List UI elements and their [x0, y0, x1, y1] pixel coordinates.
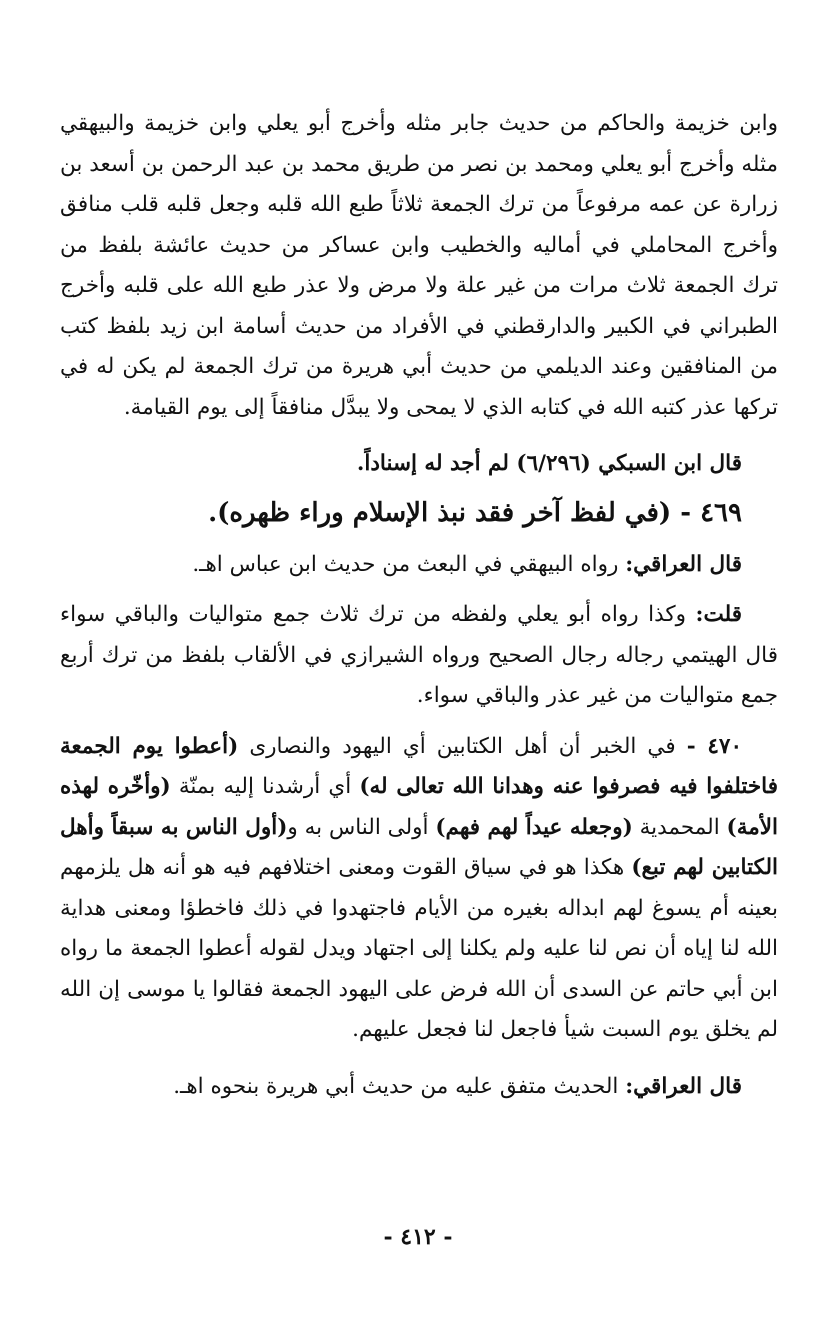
hadith-469-heading	[60, 491, 778, 535]
paragraph-iraqi-470	[60, 1067, 778, 1108]
paragraph-qultu	[60, 595, 778, 717]
hadith-470-part-a: في الخبر أن أهل الكتابين أي اليهود والنصارى	[249, 733, 676, 759]
hadith-470-part-g: أولى الناس به و	[287, 814, 429, 840]
paragraph-hadith-commentary	[60, 104, 778, 428]
hadith-470-part-e: المحمدية	[639, 814, 720, 840]
hadith-470-part-f: (وجعله عيداً لهم فهم)	[435, 814, 633, 840]
hadith-470-part-h: (أول الناس به سبقاً وأهل الكتابين لهم تبع)	[60, 814, 778, 880]
iraqi-label: قال العراقي:	[625, 551, 742, 577]
iraqi-text: الحديث متفق عليه من حديث أبي هريرة بنحوه اهـ.	[173, 1073, 619, 1099]
hadith-470-paragraph	[60, 727, 778, 1051]
ibn-subki-text: قال ابن السبكي (٦/٢٩٦) لم أجد له إسناداً.	[356, 451, 742, 476]
qultu-text: وكذا رواه أبو يعلي ولفظه من ترك ثلاث جمع متواليات والباقي سواء قال الهيتمي رجاله رجال الصحيح ورواه الشيرازي في الألقاب بلفظ من ترك أربع جمع متواليات من غير عذر والباقي سواء.	[60, 602, 778, 708]
paragraph-ibn-subki	[60, 444, 778, 485]
hadith-469-text: (في لفظ آخر فقد نبذ الإسلام وراء ظهره).	[208, 497, 672, 528]
paragraph-text: وابن خزيمة والحاكم من حديث جابر مثله وأخرج أبو يعلي وابن خزيمة والبيهقي مثله وأخرج أبو يعلي ومحمد بن نصر من طريق محمد بن عبد الرحمن بن أسعد بن زرارة عن عمه مرفوعاً من ترك الجمعة ثلاثاً طبع الله قلبه وجعل قلبه قلب منافق وأخرج المحاملي في أماليه والخطيب وابن عساكر من حديث عائشة بلفظ من ترك الجمعة ثلاث مرات من غير علة ولا مرض ولا عذر طبع الله على قلبه وأخرج الطبراني في الكبير والدارقطني في الأفراد من حديث أسامة ابن زيد بلفظ كتب من المنافقين وعند الديلمي من حديث أبي هريرة من ترك الجمعة لم يكن له في تركها عذر كتبه الله في كتابه الذي لا يمحى ولا يبدَّل منافقاً إلى يوم القيامة.	[60, 111, 778, 420]
qultu-label: قلت:	[695, 602, 742, 627]
paragraph-iraqi-469	[60, 545, 778, 586]
iraqi-text: رواه البيهقي في البعث من حديث ابن عباس اهـ.	[192, 551, 619, 577]
hadith-470-part-i: هكذا هو في سياق القوت ومعنى اختلافهم فيه هو أنه هل يلزمهم بعينه أم يسوغ لهم ابداله بغيره من الأيام فاجتهدوا في ذلك فاخطؤا ومعنى هداية الله لنا إياه أن نص لنا عليه ولم يكلنا إلى اجتهاد ويدل لقوله أعطوا الجمعة ما رواه ابن أبي حاتم عن السدى أن الله فرض على اليهود الجمعة فقالوا يا موسى إن الله لم يخلق يوم السبت شيأ فاجعل لنا فجعل عليهم.	[60, 855, 778, 1042]
hadith-470-part-b: (أعطوا يوم الجمعة فاختلفوا فيه فصرفوا عنه وهدانا الله تعالى له)	[60, 733, 778, 799]
document-page	[60, 104, 778, 1107]
hadith-470-part-d: (وأخّره لهذه الأمة)	[60, 774, 778, 840]
hadith-470-part-c: أي أرشدنا إليه بمنّة	[178, 774, 352, 799]
page-number: - ٤١٢ -	[383, 1224, 453, 1250]
hadith-469-number: ٤٦٩ -	[680, 497, 742, 528]
hadith-470-number: ٤٧٠ -	[686, 733, 742, 759]
iraqi-label: قال العراقي:	[625, 1073, 742, 1099]
